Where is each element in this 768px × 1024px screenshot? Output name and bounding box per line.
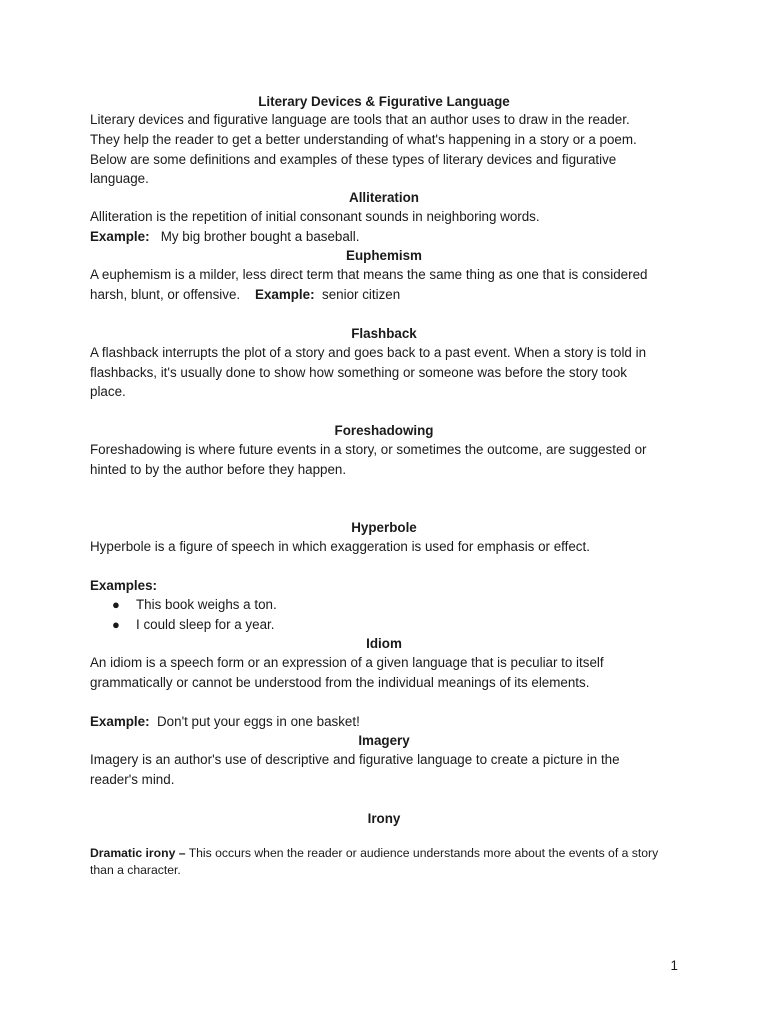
example-label: Example:	[90, 714, 150, 729]
dramatic-irony-label: Dramatic irony –	[90, 846, 186, 860]
flashback-heading: Flashback	[351, 326, 417, 341]
dramatic-irony-text: This occurs when the reader or audience understands more about the events of a story	[188, 846, 659, 860]
alliteration-heading: Alliteration	[349, 190, 419, 205]
imagery-heading: Imagery	[358, 733, 410, 748]
irony-heading: Irony	[367, 811, 401, 826]
euphemism-line-1: A euphemism is a milder, less direct term that means the same thing as one that is considered	[90, 267, 648, 282]
bullet-icon: ●	[112, 597, 120, 612]
list-item: I could sleep for a year.	[136, 617, 275, 632]
list-item: This book weighs a ton.	[136, 597, 277, 612]
bullet-icon: ●	[112, 617, 120, 632]
example-text: senior citizen	[322, 287, 401, 302]
euphemism-line-2-text: harsh, blunt, or offensive.	[90, 287, 241, 302]
foreshadowing-line-2: hinted to by the author before they happen.	[90, 462, 347, 477]
page-title: Literary Devices & Figurative Language	[258, 94, 510, 109]
examples-label: Examples:	[90, 578, 157, 593]
idiom-example	[90, 712, 360, 732]
example-label: Example:	[255, 287, 315, 302]
hyperbole-definition: Hyperbole is a figure of speech in which exaggeration is used for emphasis or effect.	[90, 539, 590, 554]
idiom-line-2: grammatically or cannot be understood from the individual meanings of its elements.	[90, 675, 590, 690]
euphemism-heading: Euphemism	[346, 248, 422, 263]
example-label: Example:	[90, 229, 150, 244]
idiom-line-1: An idiom is a speech form or an expression of a given language that is peculiar to itself	[90, 655, 604, 670]
intro-line-3: Below are some definitions and examples of these types of literary devices and figurative	[90, 152, 617, 167]
alliteration-example	[90, 227, 359, 247]
imagery-line-2: reader's mind.	[90, 772, 175, 787]
example-text: My big brother bought a baseball.	[160, 229, 360, 244]
imagery-line-1: Imagery is an author's use of descriptive and figurative language to create a picture in the	[90, 752, 620, 767]
alliteration-definition: Alliteration is the repetition of initial consonant sounds in neighboring words.	[90, 209, 540, 224]
foreshadowing-line-1: Foreshadowing is where future events in a story, or sometimes the outcome, are suggested or	[90, 442, 647, 457]
flashback-line-1: A flashback interrupts the plot of a story and goes back to a past event. When a story is told in	[90, 345, 647, 360]
example-text: Don't put your eggs in one basket!	[157, 714, 360, 729]
page-number: 1	[670, 958, 678, 973]
flashback-line-3: place.	[90, 384, 126, 399]
dramatic-irony-line-1	[90, 845, 658, 862]
foreshadowing-heading: Foreshadowing	[334, 423, 434, 438]
idiom-heading: Idiom	[366, 636, 402, 651]
dramatic-irony-line-2: than a character.	[90, 863, 181, 877]
hyperbole-heading: Hyperbole	[351, 520, 417, 535]
intro-line-2: They help the reader to get a better understanding of what's happening in a story or a poem.	[90, 132, 637, 147]
intro-line-1: Literary devices and figurative language are tools that an author uses to draw in the reader.	[90, 112, 630, 127]
intro-line-4: language.	[90, 171, 149, 186]
euphemism-line-2	[90, 285, 400, 305]
flashback-line-2: flashbacks, it's usually done to show how something or someone was before the story took	[90, 365, 627, 380]
